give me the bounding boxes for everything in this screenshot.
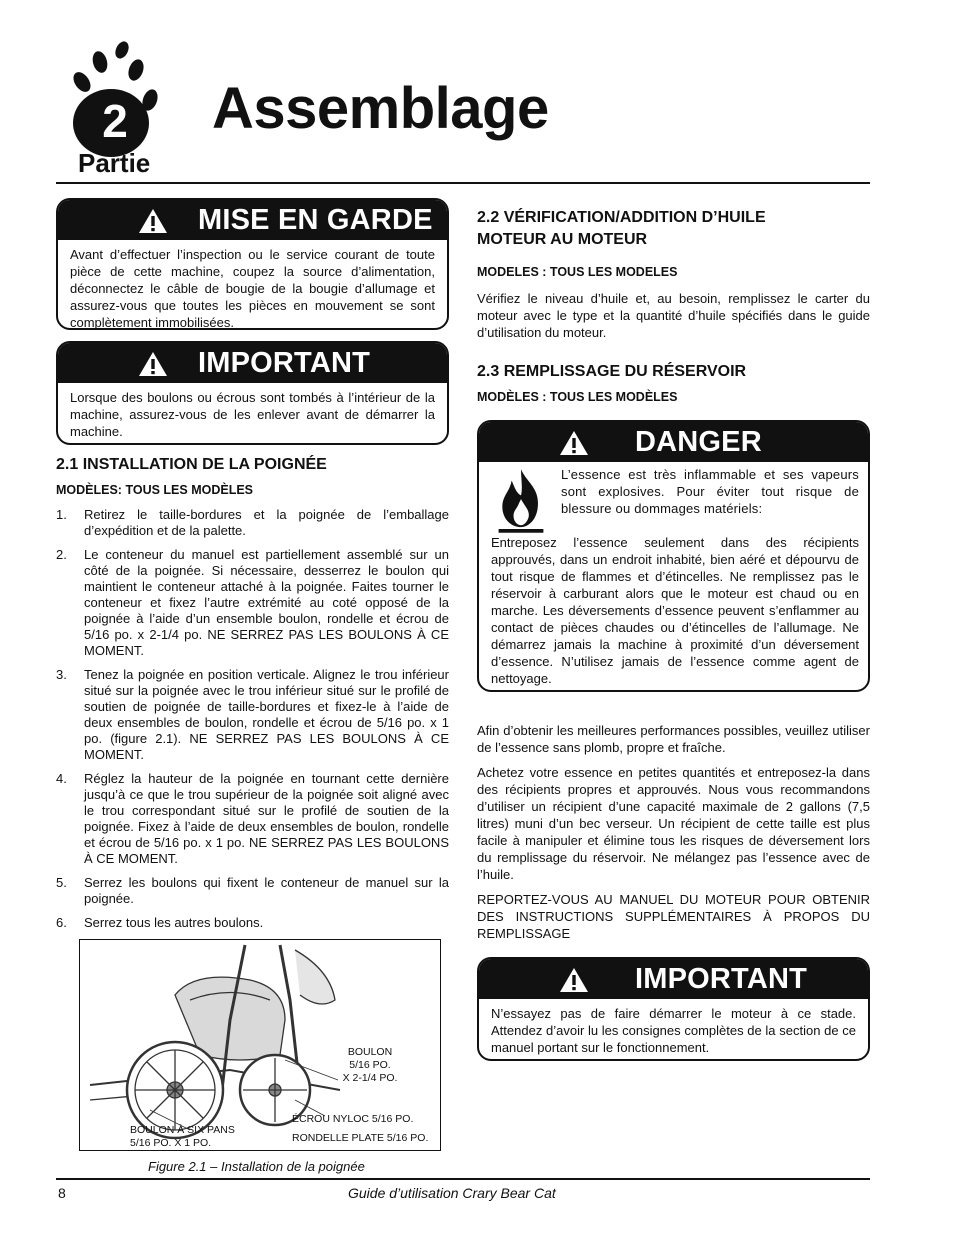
danger-box — [477, 420, 870, 692]
list-item: 1. Retirez le taille-bordures et la poignée de l’emballage d’expédition et de la palette. — [56, 507, 449, 538]
list-item: 6. Serrez tous les autres boulons. — [56, 915, 264, 930]
warning-label: MISE EN GARDE — [198, 203, 433, 236]
label-flat-washer: RONDELLE PLATE 5/16 PO. — [292, 1132, 429, 1144]
important-bar-left — [58, 343, 447, 383]
list-item: 4. Réglez la hauteur de la poignée en tournant cette dernière jusqu’à ce que le trou supérieur de la poignée soit aligné avec le trou correspondant situé sur le profilé de soutien de la poignée. Fixez à l’aide de deux ensembles de boulon, rondelle et écrou de 5/16 po. x 1 po. NE SERREZ PAS LES BOULONS À CE MOMENT. — [56, 771, 449, 866]
danger-bar — [479, 422, 868, 462]
footer-divider — [56, 1178, 870, 1180]
list-item: 2. Le conteneur du manuel est partiellement assemblé sur un côté de la poignée. Si nécessaire, desserrez le boulon qui maintient le conteneur attaché à la poignée. Faites tourner le conteneur et fixez l’autre extrémité au coté opposé de la poignée à l’aide d’un ensemble boulon, rondelle et écrou de 5/16 po. x 2-1/4 po. NE SERREZ PAS LES BOULONS À CE MOMENT. — [56, 547, 449, 658]
danger-label: DANGER — [635, 425, 762, 458]
important-text-right: N’essayez pas de faire démarrer le moteur à ce stade. Attendez d’avoir lu les consignes complètes de la section de ce manuel portant sur le fonctionnement. — [491, 1006, 856, 1055]
fuel-paragraph-1: Afin d’obtenir les meilleures performances possibles, veuillez utiliser de l’essence sans plomb, propre et fraîche. — [477, 723, 870, 755]
warning-bar — [58, 200, 447, 240]
oil-paragraph: Vérifiez le niveau d’huile et, au besoin, remplissez le carter du moteur avec le type et la quantité d’huile spécifiés dans le guide d’utilisation du moteur. — [477, 291, 870, 340]
header-divider — [56, 182, 870, 184]
label-bolt-2-1-4: BOULON 5/16 PO. X 2-1/4 PO. — [342, 1046, 398, 1084]
part-number: 2 — [102, 95, 128, 147]
part-label: Partie — [78, 148, 151, 178]
warning-triangle-icon — [138, 208, 168, 234]
section-models-2-3: MODÈLES : TOUS LES MODÈLES — [477, 390, 678, 404]
fuel-paragraph-2: Achetez votre essence en petites quantités et entreposez-la dans des récipients propres et approuvés. Nous vous recommandons d’utiliser un récipient d’une capacité maximale de 2 gallons (7,5 litres) muni d’un bec verseur. Un récipient de cette taille est plus facile à manipuler et élimine tous les risques de déversement lors du remplissage du réservoir. Ne mélangez pas l’essence avec de l’huile. — [477, 765, 870, 882]
figure-handle-installation — [79, 939, 441, 1151]
warning-triangle-icon — [559, 430, 589, 456]
important-box-right — [477, 957, 870, 1061]
important-bar-right — [479, 959, 868, 999]
section-models-2-2: MODELES : TOUS LES MODELES — [477, 265, 678, 279]
section-heading-2-2: 2.2 VÉRIFICATION/ADDITION D’HUILE MOTEUR AU MOTEUR — [477, 209, 766, 248]
danger-text-1: L’essence est très inflammable et ses vapeurs sont explosives. Pour éviter tout risque de blessure ou dommages matériels: — [561, 467, 859, 516]
danger-text-2: Entreposez l’essence seulement dans des récipients approuvés, dans un endroit inhabité, bien aéré et dépourvu de tout risque de flammes et d’étincelles. Ne remplissez pas le réservoir à carburant alors que le moteur est chaud ou en marche. Les déversements d’essence peuvent s’enflammer au contact de pièces chaudes ou d’étincelles de l’allumage. Ne démarrez jamais la machine à proximité d’un déversement d’essence. N’utilisez jamais de l’essence comme agent de nettoyage. — [491, 535, 859, 686]
list-item: 3. Tenez la poignée en position verticale. Alignez le trou inférieur situé sur la poignée avec le trou inférieur situé sur le profilé de soutien de poignée de taille-bordures et fixez-le à l’aide de deux ensembles de boulon, rondelle et écrou de 5/16 po. x 1 po. (figure 2.1). NE SERREZ PAS LES BOULONS À CE MOMENT. — [56, 667, 449, 762]
guide-title: Guide d’utilisation Crary Bear Cat — [348, 1185, 556, 1201]
label-nyloc-nut: ÉCROU NYLOC 5/16 PO. — [292, 1113, 414, 1125]
installation-steps — [56, 507, 449, 939]
warning-triangle-icon — [559, 967, 589, 993]
label-hex-bolt: BOULON À SIX PANS 5/16 PO. X 1 PO. — [130, 1124, 235, 1149]
flame-icon — [493, 466, 549, 536]
important-box-left — [56, 341, 449, 445]
section-heading-2-3: 2.3 REMPLISSAGE DU RÉSERVOIR — [477, 363, 747, 380]
page-number: 8 — [58, 1185, 66, 1201]
figure-caption: Figure 2.1 – Installation de la poignée — [148, 1159, 365, 1174]
list-item: 5. Serrez les boulons qui fixent le conteneur de manuel sur la poignée. — [56, 875, 449, 906]
warning-text: Avant d’effectuer l’inspection ou le service courant de toute pièce de cette machine, coupez la source d’alimentation, déconnectez le câble de bougie de la bougie d’allumage et assurez-vous que toutes les pièces en mouvement se sont complètement immobilisées. — [70, 247, 435, 330]
important-text-left: Lorsque des boulons ou écrous sont tombés à l’intérieur de la machine, assurez-vous de les enlever avant de démarrer la machine. — [70, 390, 435, 439]
warning-triangle-icon — [138, 351, 168, 377]
fuel-paragraph-3: REPORTEZ-VOUS AU MANUEL DU MOTEUR POUR OBTENIR DES INSTRUCTIONS SUPPLÉMENTAIRES À PROPOS DU REMPLISSAGE — [477, 892, 870, 941]
warning-box — [56, 198, 449, 330]
section-heading-2-1: 2.1 INSTALLATION DE LA POIGNÉE — [56, 456, 327, 473]
important-label-left: IMPORTANT — [198, 346, 371, 379]
page-title: Assemblage — [212, 76, 549, 141]
important-label-right: IMPORTANT — [635, 962, 808, 995]
section-models-2-1: MODÈLES: TOUS LES MODÈLES — [56, 483, 254, 497]
